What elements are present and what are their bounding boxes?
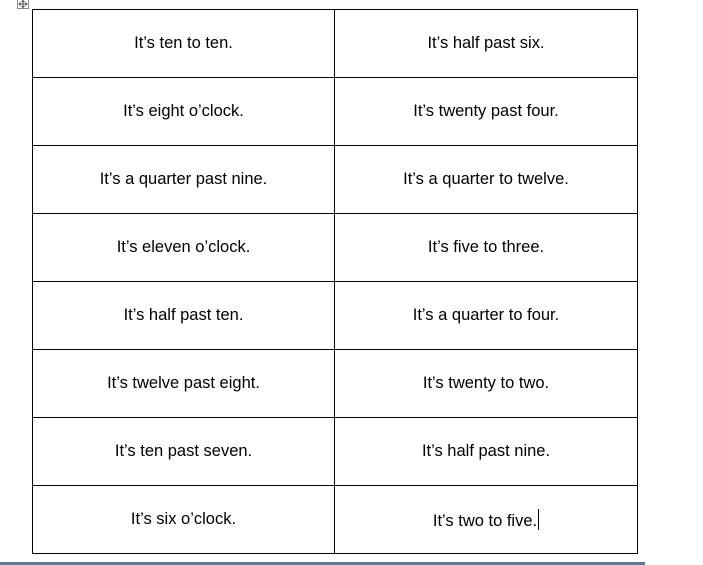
table-cell[interactable]: It’s twelve past eight. [33, 350, 335, 418]
table-cell[interactable]: It’s half past six. [335, 10, 638, 78]
table-cell[interactable]: It’s twenty to two. [335, 350, 638, 418]
table-cell[interactable]: It’s a quarter to twelve. [335, 146, 638, 214]
table-cell[interactable]: It’s ten past seven. [33, 418, 335, 486]
move-arrows-icon [18, 0, 28, 8]
table-row [33, 350, 638, 418]
table-move-handle-icon[interactable] [17, 0, 29, 9]
text-cursor [538, 509, 539, 530]
table-cell[interactable]: It’s ten to ten. [33, 10, 335, 78]
table-row [33, 10, 638, 78]
table-cell[interactable]: It’s eleven o’clock. [33, 214, 335, 282]
table-cell[interactable]: It’s a quarter to four. [335, 282, 638, 350]
cell-text: It’s two to five. [432, 511, 538, 530]
table-cell[interactable]: It’s a quarter past nine. [33, 146, 335, 214]
table-cell[interactable]: It’s eight o’clock. [33, 78, 335, 146]
table-row [33, 146, 638, 214]
table-cell[interactable]: It’s twenty past four. [335, 78, 638, 146]
table-row [33, 78, 638, 146]
table-row [33, 418, 638, 486]
table-cell[interactable]: It’s half past nine. [335, 418, 638, 486]
table-row [33, 486, 638, 554]
table-cell[interactable]: It’s six o’clock. [33, 486, 335, 554]
table-cell[interactable]: It’s half past ten. [33, 282, 335, 350]
table-cell-active[interactable] [335, 486, 638, 554]
table-row [33, 282, 638, 350]
table-row [33, 214, 638, 282]
table-cell[interactable]: It’s five to three. [335, 214, 638, 282]
time-phrases-table [32, 9, 638, 554]
